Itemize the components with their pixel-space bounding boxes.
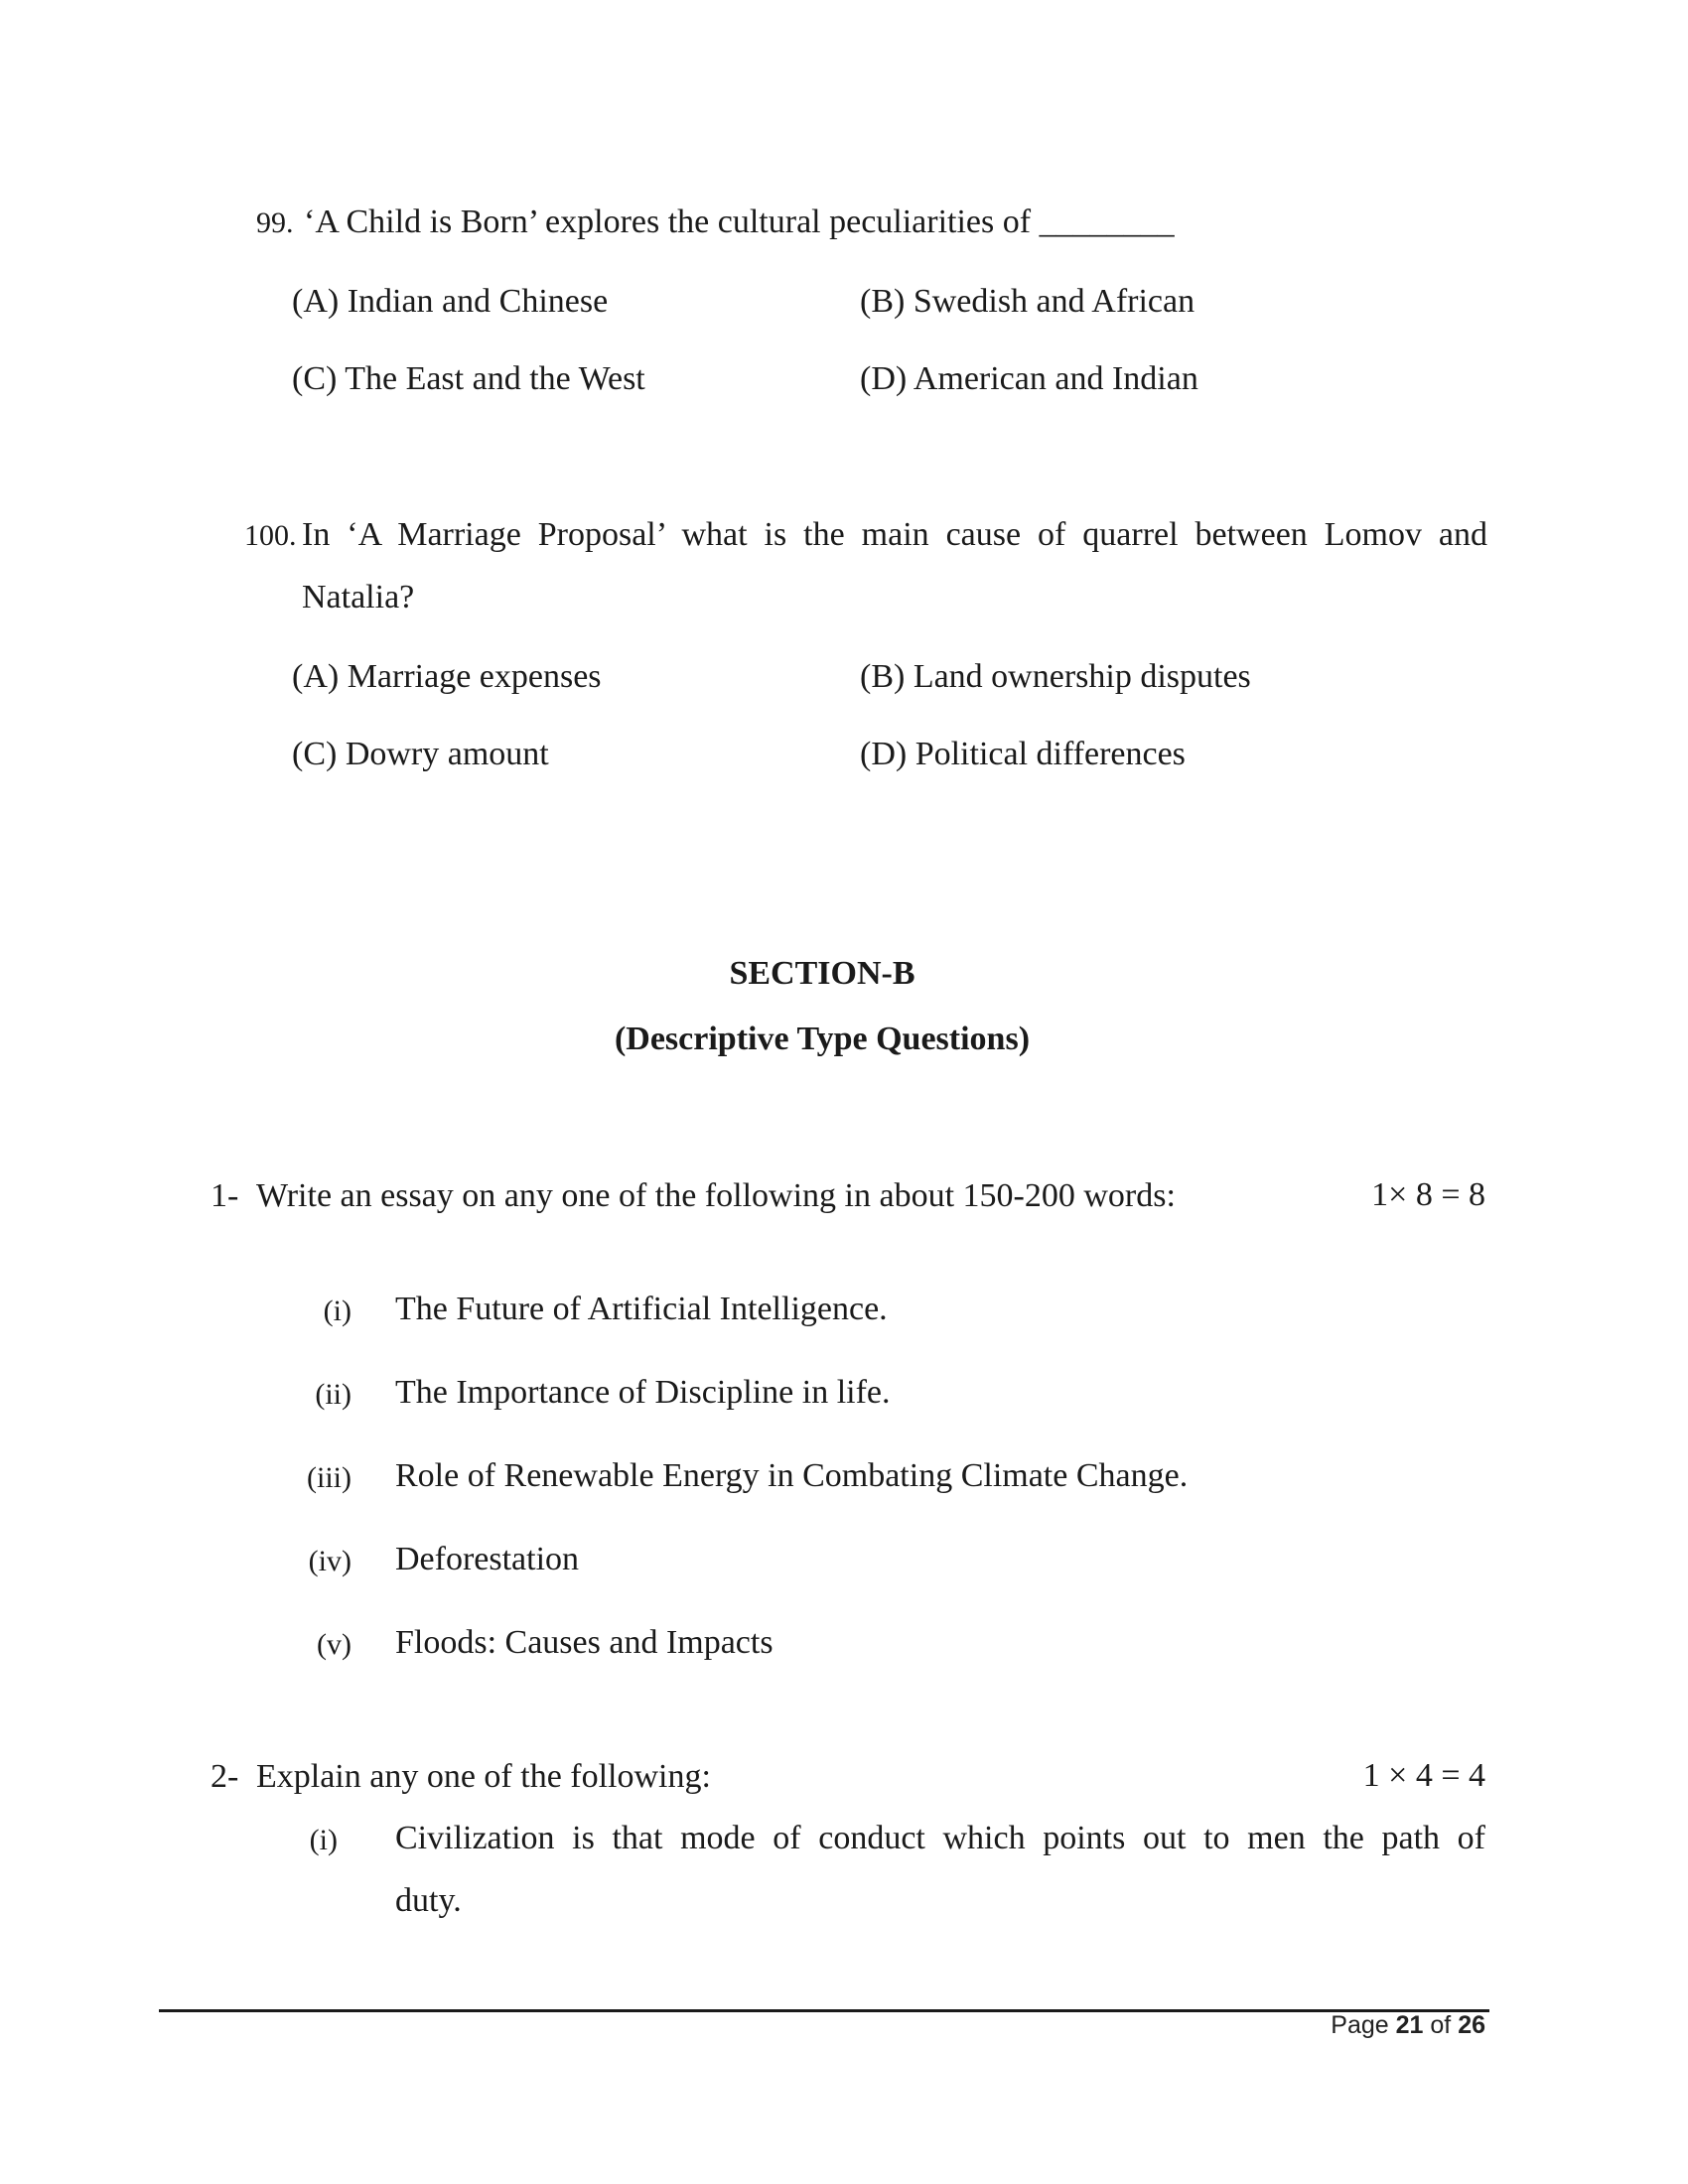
option-c: (C) The East and the West xyxy=(292,360,645,397)
explain-quote-line-2: duty. xyxy=(395,1882,462,1919)
explain-quote-line-1: Civilization is that mode of conduct which points out to men the path of xyxy=(395,1820,1485,1856)
descriptive-question-number: 1- xyxy=(211,1177,239,1214)
page-current: 21 xyxy=(1395,2011,1424,2039)
page-total: 26 xyxy=(1458,2011,1485,2039)
essay-topic: The Future of Artificial Intelligence. xyxy=(395,1291,888,1327)
item-roman-numeral: (iv) xyxy=(308,1545,352,1577)
question-text-line-1: In ‘A Marriage Proposal’ what is the main cause of quarrel between Lomov and xyxy=(302,516,1487,553)
section-subtitle: (Descriptive Type Questions) xyxy=(614,1021,1031,1057)
item-roman-numeral: (ii) xyxy=(315,1378,352,1411)
item-roman-numeral: (iii) xyxy=(307,1461,352,1494)
of-label: of xyxy=(1430,2011,1452,2039)
option-c: (C) Dowry amount xyxy=(292,736,549,772)
descriptive-question-prompt: Explain any one of the following: xyxy=(256,1758,711,1795)
marks-allocation: 1× 8 = 8 xyxy=(1371,1176,1485,1213)
option-b: (B) Swedish and African xyxy=(860,283,1196,320)
option-d: (D) Political differences xyxy=(860,736,1186,772)
item-roman-numeral: (i) xyxy=(323,1295,352,1327)
question-text-line-2: Natalia? xyxy=(302,579,415,615)
page-label: Page xyxy=(1331,2011,1389,2039)
essay-topic: Role of Renewable Energy in Combating Climate Change. xyxy=(395,1457,1189,1494)
essay-topic: The Importance of Discipline in life. xyxy=(395,1374,891,1411)
option-b: (B) Land ownership disputes xyxy=(860,658,1251,695)
item-roman-numeral: (v) xyxy=(317,1628,352,1661)
question-text: ‘A Child is Born’ explores the cultural peculiarities of ________ xyxy=(304,204,1175,240)
essay-topic: Floods: Causes and Impacts xyxy=(395,1624,774,1661)
essay-topic: Deforestation xyxy=(395,1541,580,1577)
option-a: (A) Marriage expenses xyxy=(292,658,602,695)
footer-divider xyxy=(159,2009,1489,2012)
item-roman-numeral: (i) xyxy=(309,1824,338,1856)
question-number: 100. xyxy=(244,519,297,552)
option-a: (A) Indian and Chinese xyxy=(292,283,609,320)
marks-allocation: 1 × 4 = 4 xyxy=(1362,1757,1485,1794)
question-number: 99. xyxy=(256,206,294,239)
page-number xyxy=(1331,2011,1485,2040)
section-title: SECTION-B xyxy=(729,955,915,992)
descriptive-question-number: 2- xyxy=(211,1758,239,1795)
descriptive-question-prompt: Write an essay on any one of the following in about 150-200 words: xyxy=(256,1177,1176,1214)
option-d: (D) American and Indian xyxy=(860,360,1198,397)
